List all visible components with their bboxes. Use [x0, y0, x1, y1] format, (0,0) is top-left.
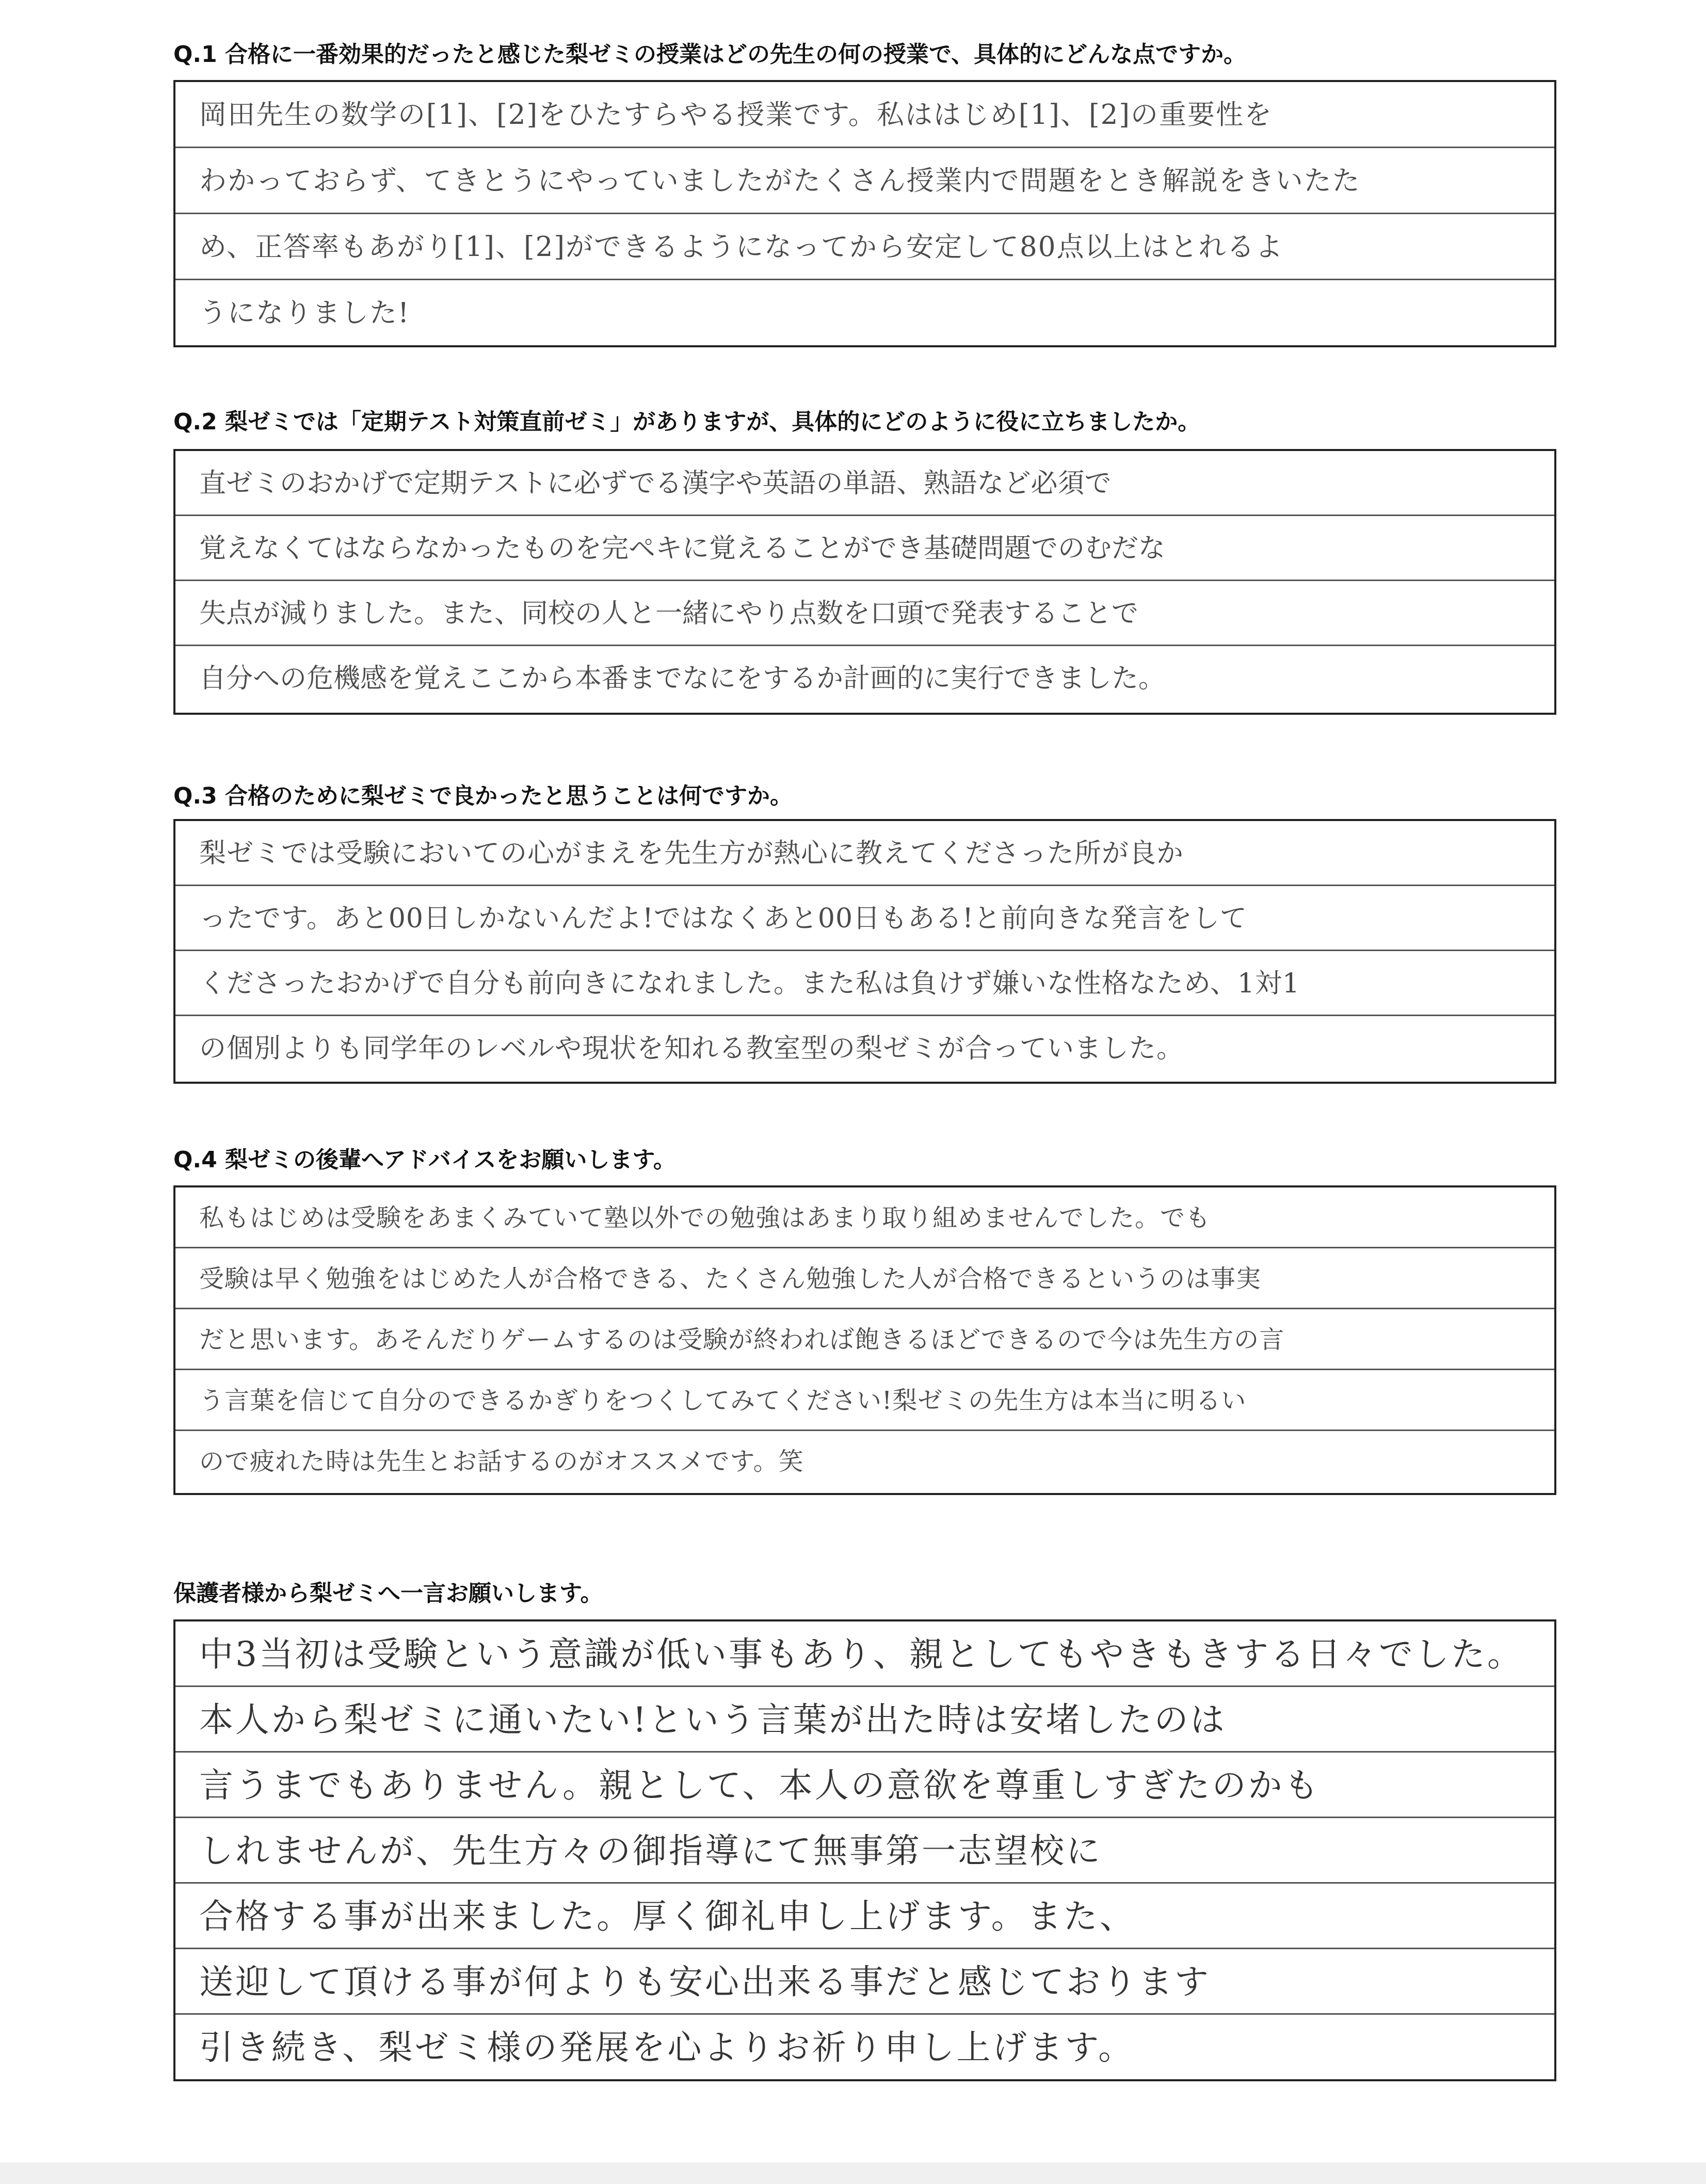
answer-4-line-2: 受験は早く勉強をはじめた人が合格できる、たくさん勉強した人が合格できるというのは事実 — [175, 1248, 1554, 1309]
parent-line-5: 合格する事が出来ました。厚く御礼申し上げます。また、 — [175, 1884, 1554, 1949]
answer-2-line-1: 直ゼミのおかげで定期テストに必ずでる漢字や英語の単語、熟語など必須で — [175, 451, 1554, 516]
question-1-label: Q.1 合格に一番効果的だったと感じた梨ゼミの授業はどの先生の何の授業で、具体的にどんな点ですか。 — [173, 41, 1247, 68]
answer-1-line-4: うになりました! — [199, 297, 410, 329]
question-3-label: Q.3 合格のために梨ゼミで良かったと思うことは何ですか。 — [173, 783, 793, 809]
answer-box-2 — [173, 449, 1556, 715]
question-2-label: Q.2 梨ゼミでは「定期テスト対策直前ゼミ」がありますが、具体的にどのように役に立ちましたか。 — [173, 409, 1201, 435]
answer-2-line-4: 自分への危機感を覚えここから本番までなにをするか計画的に実行できました。 — [199, 663, 1166, 694]
answer-1-line-1: 岡田先生の数学の[1]、[2]をひたすらやる授業です。私ははじめ[1]、[2]の重要性を — [175, 82, 1554, 148]
scan-bottom-edge — [0, 2162, 1706, 2184]
answer-4-line-3: だと思います。あそんだりゲームするのは受験が終われば飽きるほどできるので今は先生方の言 — [175, 1309, 1554, 1370]
parent-comment-label: 保護者様から梨ゼミへ一言お願いします。 — [173, 1580, 603, 1607]
parent-line-6: 送迎して頂ける事が何よりも安心出来る事だと感じております — [175, 1949, 1554, 2015]
parent-line-2: 本人から梨ゼミに通いたい!という言葉が出た時は安堵したのは — [175, 1687, 1554, 1753]
parent-comment-box — [173, 1619, 1556, 2081]
answer-3-line-4: の個別よりも同学年のレベルや現状を知れる教室型の梨ゼミが合っていました。 — [199, 1033, 1184, 1064]
answer-4-line-1: 私もはじめは受験をあまくみていて塾以外での勉強はあまり取り組めませんでした。でも — [175, 1187, 1554, 1248]
answer-1-line-2: わかっておらず、てきとうにやっていましたがたくさん授業内で問題をとき解説をきいたた — [175, 148, 1554, 214]
answer-3-line-2: ったです。あと00日しかないんだよ!ではなくあと00日もある!と前向きな発言をして — [175, 886, 1554, 951]
answer-4-line-4: う言葉を信じて自分のできるかぎりをつくしてみてください!梨ゼミの先生方は本当に明るい — [175, 1370, 1554, 1431]
answer-2-line-3: 失点が減りました。また、同校の人と一緒にやり点数を口頭で発表することで — [175, 581, 1554, 646]
question-4-label: Q.4 梨ゼミの後輩へアドバイスをお願いします。 — [173, 1147, 676, 1173]
answer-box-3 — [173, 819, 1556, 1084]
parent-line-3: 言うまでもありません。親として、本人の意欲を尊重しすぎたのかも — [175, 1753, 1554, 1818]
parent-line-7: 引き続き、梨ゼミ様の発展を心よりお祈り申し上げます。 — [199, 2028, 1135, 2067]
answer-3-line-3: くださったおかげで自分も前向きになれました。また私は負けず嫌いな性格なため、1対1 — [175, 951, 1554, 1016]
answer-box-1 — [173, 80, 1556, 347]
answer-3-line-1: 梨ゼミでは受験においての心がまえを先生方が熱心に教えてくださった所が良か — [175, 821, 1554, 886]
answer-1-line-3: め、正答率もあがり[1]、[2]ができるようになってから安定して80点以上はとれるよ — [175, 214, 1554, 280]
parent-line-4: しれませんが、先生方々の御指導にて無事第一志望校に — [175, 1818, 1554, 1884]
parent-line-1: 中3当初は受験という意識が低い事もあり、親としてもやきもきする日々でした。 — [175, 1621, 1554, 1687]
answer-4-line-5: ので疲れた時は先生とお話するのがオススメです。笑 — [199, 1447, 804, 1476]
answer-2-line-2: 覚えなくてはならなかったものを完ペキに覚えることができ基礎問題でのむだな — [175, 516, 1554, 581]
answer-box-4 — [173, 1185, 1556, 1495]
